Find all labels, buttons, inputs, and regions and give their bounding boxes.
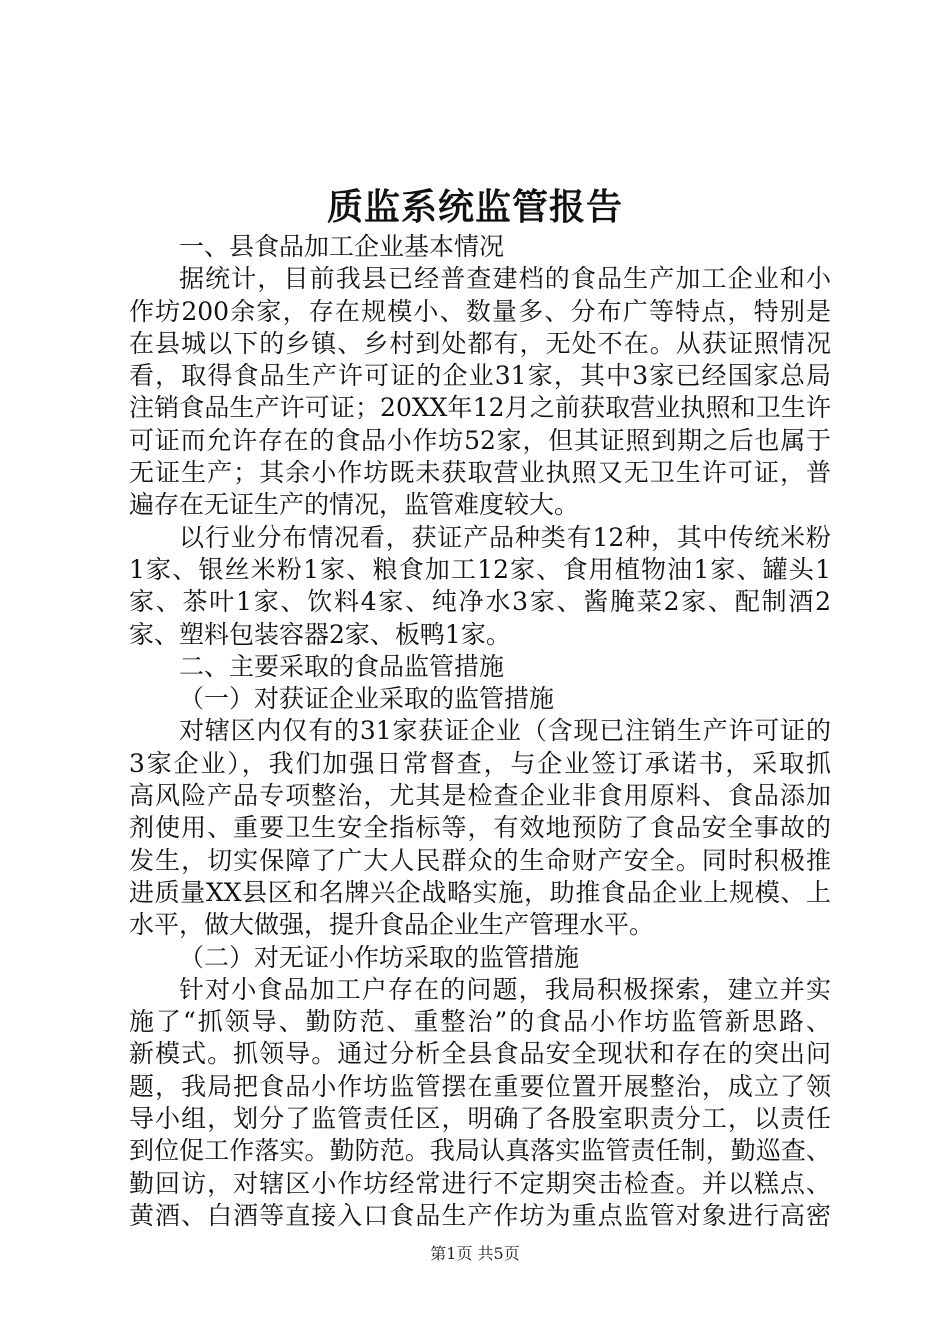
- paragraph-line: 高风险产品专项整治，尤其是检查企业非食用原料、食品添加: [129, 781, 831, 811]
- paragraph-line: 勤回访，对辖区小作坊经常进行不定期突击检查。并以糕点、: [129, 1168, 831, 1198]
- section-heading: 一、县食品加工企业基本情况: [179, 232, 505, 261]
- paragraph-line: 以行业分布情况看，获证产品种类有12种，其中传统米粉: [179, 522, 831, 552]
- paragraph-line: 题，我局把食品小作坊监管摆在重要位置开展整治，成立了领: [129, 1071, 831, 1101]
- paragraph-line: 施了“抓领导、勤防范、重整治”的食品小作坊监管新思路、: [129, 1007, 831, 1037]
- document-title: 质监系统监管报告: [326, 186, 623, 228]
- paragraph-line: 作坊200余家，存在规模小、数量多、分布广等特点，特别是: [129, 296, 831, 326]
- paragraph-line: 到位促工作落实。勤防范。我局认真落实监管责任制，勤巡查、: [129, 1136, 831, 1166]
- paragraph-line: 注销食品生产许可证；20XX年12月之前获取营业执照和卫生许: [129, 393, 831, 423]
- paragraph-line: 家、茶叶1家、饮料4家、纯净水3家、酱腌菜2家、配制酒2: [129, 587, 831, 617]
- paragraph-line: 进质量XX县区和名牌兴企战略实施，助推食品企业上规模、上: [129, 877, 831, 907]
- paragraph-line: 家、塑料包装容器2家、板鸭1家。: [129, 619, 511, 649]
- paragraph-line: 针对小食品加工户存在的问题，我局积极探索，建立并实: [179, 974, 831, 1004]
- paragraph-line: 新模式。抓领导。通过分析全县食品安全现状和存在的突出问: [129, 1039, 831, 1069]
- paragraph-line: 可证而允许存在的食品小作坊52家，但其证照到期之后也属于: [129, 425, 831, 455]
- paragraph-line: 无证生产；其余小作坊既未获取营业执照又无卫生许可证，普: [129, 458, 831, 488]
- paragraph-line: 在县城以下的乡镇、乡村到处都有，无处不在。从获证照情况: [129, 328, 831, 358]
- paragraph-line: 3家企业），我们加强日常督查，与企业签订承诺书，采取抓: [129, 748, 831, 778]
- subsection-heading: （二）对无证小作坊采取的监管措施: [179, 942, 580, 972]
- paragraph-line: 1家、银丝米粉1家、粮食加工12家、食用植物油1家、罐头1: [129, 554, 831, 584]
- paragraph-line: 看，取得食品生产许可证的企业31家，其中3家已经国家总局: [129, 361, 831, 391]
- paragraph-line: 对辖区内仅有的31家获证企业（含现已注销生产许可证的: [179, 716, 831, 746]
- paragraph-line: 剂使用、重要卫生安全指标等，有效地预防了食品安全事故的: [129, 813, 831, 843]
- paragraph-line: 发生，切实保障了广大人民群众的生命财产安全。同时积极推: [129, 845, 831, 875]
- paragraph-line: 水平，做大做强，提升食品企业生产管理水平。: [129, 910, 655, 940]
- section-heading: 二、主要采取的食品监管措施: [179, 651, 505, 681]
- subsection-heading: （一）对获证企业采取的监管措施: [179, 684, 555, 714]
- paragraph-line: 导小组，划分了监管责任区，明确了各股室职责分工，以责任: [129, 1104, 831, 1134]
- page-footer: 第1页 共5页: [430, 1244, 520, 1263]
- document-body: [129, 231, 831, 1232]
- paragraph-line: 据统计，目前我县已经普查建档的食品生产加工企业和小: [179, 264, 831, 294]
- paragraph-line: 遍存在无证生产的情况，监管难度较大。: [129, 490, 580, 520]
- paragraph-line: 黄酒、白酒等直接入口食品生产作坊为重点监管对象进行高密: [129, 1200, 831, 1230]
